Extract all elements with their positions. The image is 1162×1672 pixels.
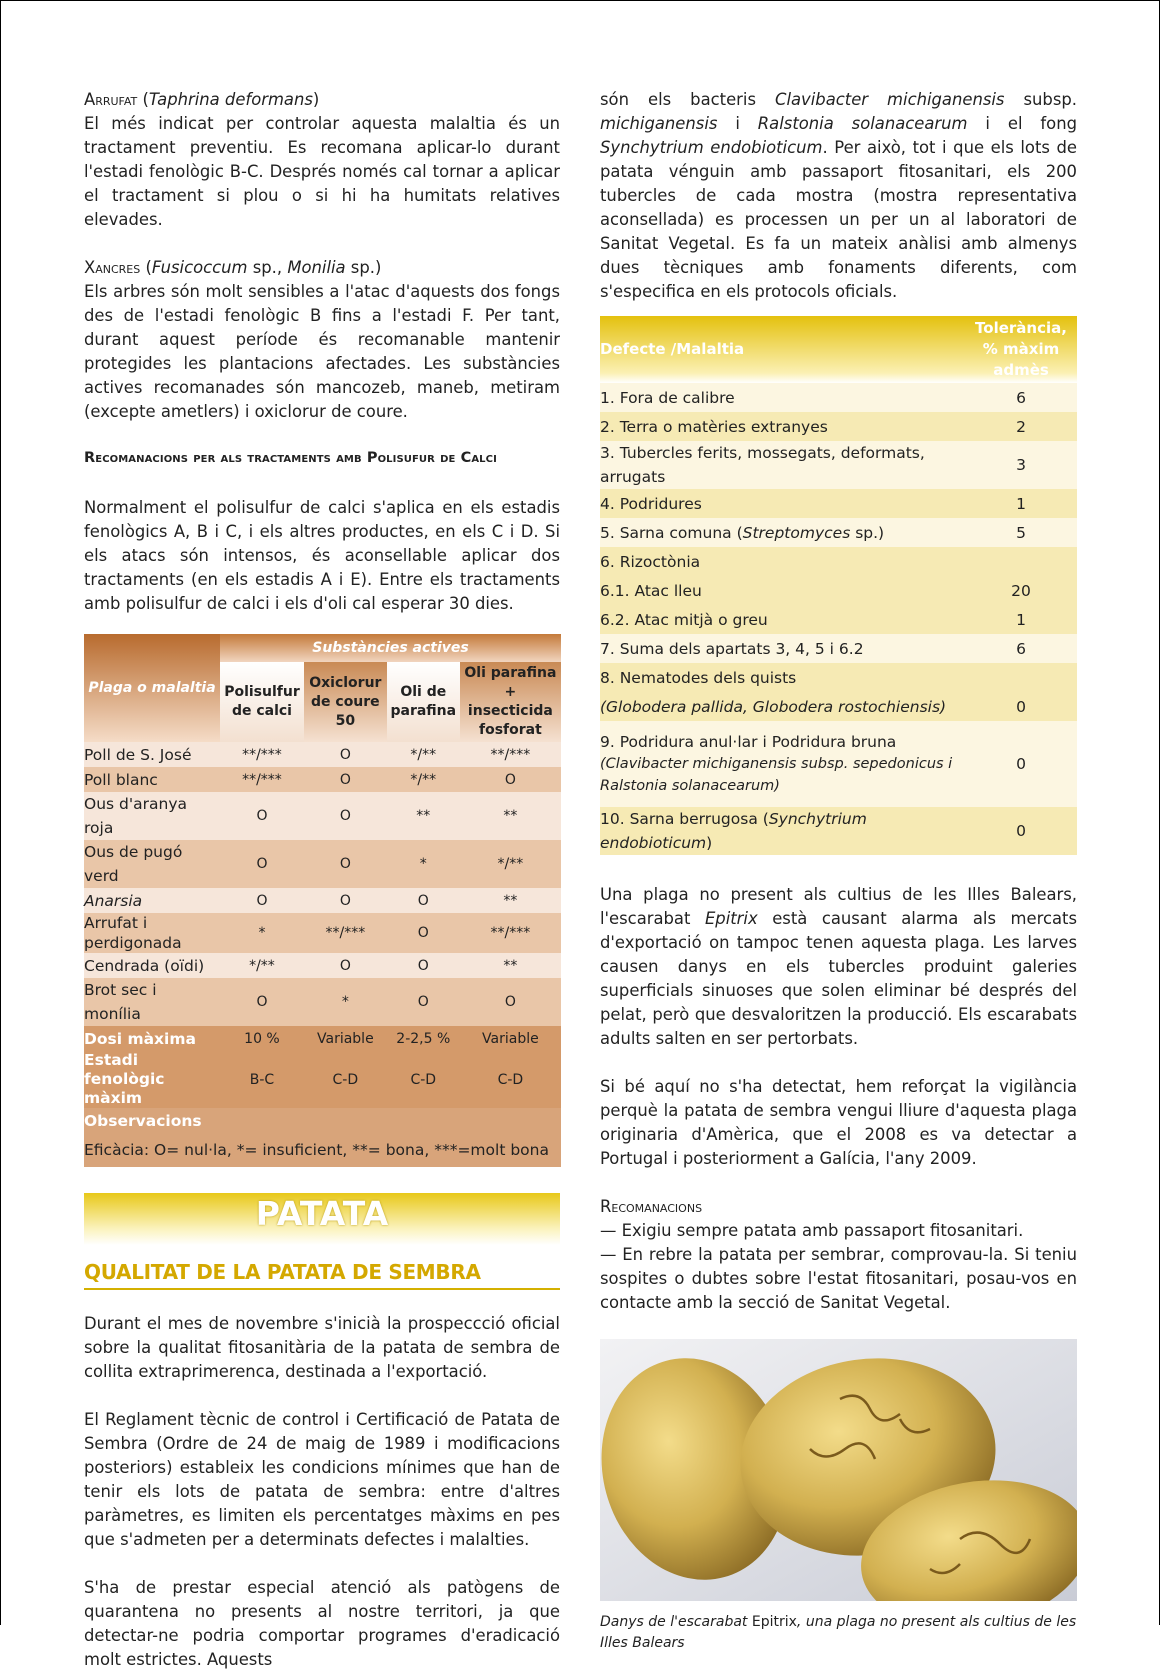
- table-row: 2. Terra o matèries extranyes 2: [600, 412, 1077, 441]
- patata-p1: Durant el mes de novembre s'inicià la prospeccció oficial sobre la qualitat fitosanitària de la patata de sembra de collita extraprimerenca, destinada a l'exportació.: [84, 1314, 560, 1381]
- patata-banner: PATATA: [84, 1193, 560, 1245]
- table-row: 9. Podridura anul·lar i Podridura bruna (Clavibacter michiganensis subsp. sepedonicus i Ralstonia solanacearum) 0: [600, 721, 1077, 807]
- table-row: 4. Podridures 1: [600, 489, 1077, 518]
- section-title: QUALITAT DE LA PATATA DE SEMBRA: [84, 1257, 560, 1290]
- left-column: [84, 88, 560, 1672]
- table-row: 6. Rizoctònia: [600, 547, 1077, 576]
- table-row: Brot sec i monília O * O O: [84, 978, 561, 1026]
- col-head-oli-insecticida: Oli parafina + insecticida fosforat: [460, 662, 561, 742]
- table-row: 5. Sarna comuna (Streptomyces sp.) 5: [600, 518, 1077, 547]
- table-row: Ous de pugó verd O O * */**: [84, 840, 561, 888]
- right-column: [600, 88, 1077, 1654]
- col-head-polisulfur: Polisulfur de calci: [220, 662, 304, 742]
- table-row: Poll de S. José **/*** O */** **/***: [84, 742, 561, 767]
- col-head-defecte: Defecte /Malaltia: [600, 316, 965, 383]
- table-row: (Globodera pallida, Globodera rostochiensis) 0: [600, 692, 1077, 721]
- recom-item-1: — Exigiu sempre patata amb passaport fitosanitari.: [600, 1221, 1024, 1240]
- table-row: Anarsia O O O **: [84, 888, 561, 913]
- table-row: 3. Tubercles ferits, mossegats, deformats, arrugats 3: [600, 441, 1077, 489]
- table-row: 8. Nematodes dels quists: [600, 663, 1077, 692]
- patata-p2: El Reglament tècnic de control i Certificació de Patata de Sembra (Ordre de 24 de maig de 1989 i modificacions posteriors) estableix les condicions mínimes que han de tenir els lots de patata de sembra: entre d'altres paràmetres, es limiten els percentatges màxims en pes que s'admeten per a determinats defectes i malalties.: [84, 1410, 560, 1549]
- patata-p3: S'ha de prestar especial atenció als patògens de quarantena no presents al nostre territori, ja que detectar-ne podria comportar programes d'eradicació molt estrictes. Aquests: [84, 1578, 560, 1669]
- recom-heading: Recomanacions per als tractaments amb Polisufur de Calci: [84, 450, 497, 466]
- table-row: 10. Sarna berrugosa (Synchytrium endobioticum) 0: [600, 807, 1077, 855]
- right-intro-text: són els bacteris Clavibacter michiganensis subsp. michiganensis i Ralstonia solanacearum i el fong Synchytrium endobioticum. Per això, tot i que els lots de patata vénguin amb passaport fitosanitari, els 200 tubercles de cada mostra (mostra representativa aconsellada) es processen un per un al laboratori de Sanitat Vegetal. Es fa un mateix anàlisi amb almenys dues tècniques amb fonaments diferents, com s'especifica en els protocols oficials.: [600, 90, 1077, 301]
- photo-caption: Danys de l'escarabat Epitrix, una plaga no present als cultius de les Illes Balears: [600, 1614, 1077, 1651]
- epitrix-text: Una plaga no present als cultius de les Illes Balears, l'escarabat Epitrix està causant alarma als mercats d'exportació on tampoc tenen aquesta plaga. Les larves causen danys en els tubercles produint galeries superficials sinuoses que solen eliminar bé després del pelat, però que desvaloritzen la producció. Els escarabats adults salten en ser pertorbats.: [600, 885, 1077, 1048]
- table-row: Ous d'aranya roja O O ** **: [84, 792, 561, 840]
- table-row: 7. Suma dels apartats 3, 4, 5 i 6.2 6: [600, 634, 1077, 663]
- recom-right-heading: Recomanacions: [600, 1197, 703, 1216]
- arrufat-heading: Arrufat (Taphrina deformans): [84, 90, 320, 109]
- col-head-substancies: Substàncies actives: [220, 634, 561, 662]
- recom-text: Normalment el polisulfur de calci s'aplica en els estadis fenològics A, B i C, i els altres productes, en els C i D. Si els atacs són intensos, és aconsellable aplicar dos tractaments (en els estadis A i E). Entre els tractaments amb polisulfur de calci i els d'oli cal esperar 30 dies.: [84, 498, 560, 613]
- table-row: 6.1. Atac lleu 20: [600, 576, 1077, 605]
- table-row: 6.2. Atac mitjà o greu 1: [600, 605, 1077, 634]
- xancres-text: Els arbres són molt sensibles a l'atac d'aquests dos fongs des de l'estadi fenològic B fins a l'estadi F. Per tant, durant aquest període és recomanable mantenir protegides les plantacions afectades. Les substàncies actives recomanades són mancozeb, maneb, metiram (excepte ametlers) i oxiclorur de coure.: [84, 282, 560, 421]
- table-row: Cendrada (oïdi) */** O O **: [84, 953, 561, 978]
- col-head-tolerancia: Tolerància, % màxim admès: [965, 316, 1077, 383]
- col-head-oxiclorur: Oxiclorur de coure 50: [304, 662, 387, 742]
- potato-photo: [600, 1339, 1077, 1601]
- col-head-oli: Oli de parafina: [387, 662, 460, 742]
- recom-item-2: — En rebre la patata per sembrar, comprovau-la. Si teniu sospites o dubtes sobre l'estat fitosanitari, posau-vos en contacte amb la secció de Sanitat Vegetal.: [600, 1245, 1077, 1312]
- dosi-row: Dosi màxima 10 % Variable 2-2,5 % Variable: [84, 1026, 561, 1051]
- arrufat-text: El més indicat per controlar aquesta malaltia és un tractament preventiu. Es recomana aplicar-lo durant l'estadi fenològic B-C. Després només cal tornar a aplicar el tractament si plou o si hi ha humitats relatives elevades.: [84, 114, 560, 229]
- estadi-row: Estadi fenològic màxim B-C C-D C-D C-D: [84, 1051, 561, 1108]
- table-row: 1. Fora de calibre 6: [600, 383, 1077, 412]
- table-row: Arrufat i perdigonada * **/*** O **/***: [84, 913, 561, 953]
- obs-label-row: Observacions: [84, 1108, 561, 1133]
- obs-text-row: Eficàcia: O= nul·la, *= insuficient, **= bona, ***=molt bona: [84, 1133, 561, 1167]
- tolerance-table: [600, 316, 1077, 855]
- col-head-plaga: Plaga o malaltia: [84, 634, 220, 742]
- xancres-heading: Xancres (Fusicoccum sp., Monilia sp.): [84, 258, 382, 277]
- pesticide-table: [84, 634, 561, 1167]
- vigilancia-text: Si bé aquí no s'ha detectat, hem reforçat la vigilància perquè la patata de sembra vengui lliure d'aquesta plaga originaria d'Amèrica, que el 2008 es va detectar a Portugal i posteriorment a Galícia, l'any 2009.: [600, 1077, 1077, 1168]
- table-row: Poll blanc **/*** O */** O: [84, 767, 561, 792]
